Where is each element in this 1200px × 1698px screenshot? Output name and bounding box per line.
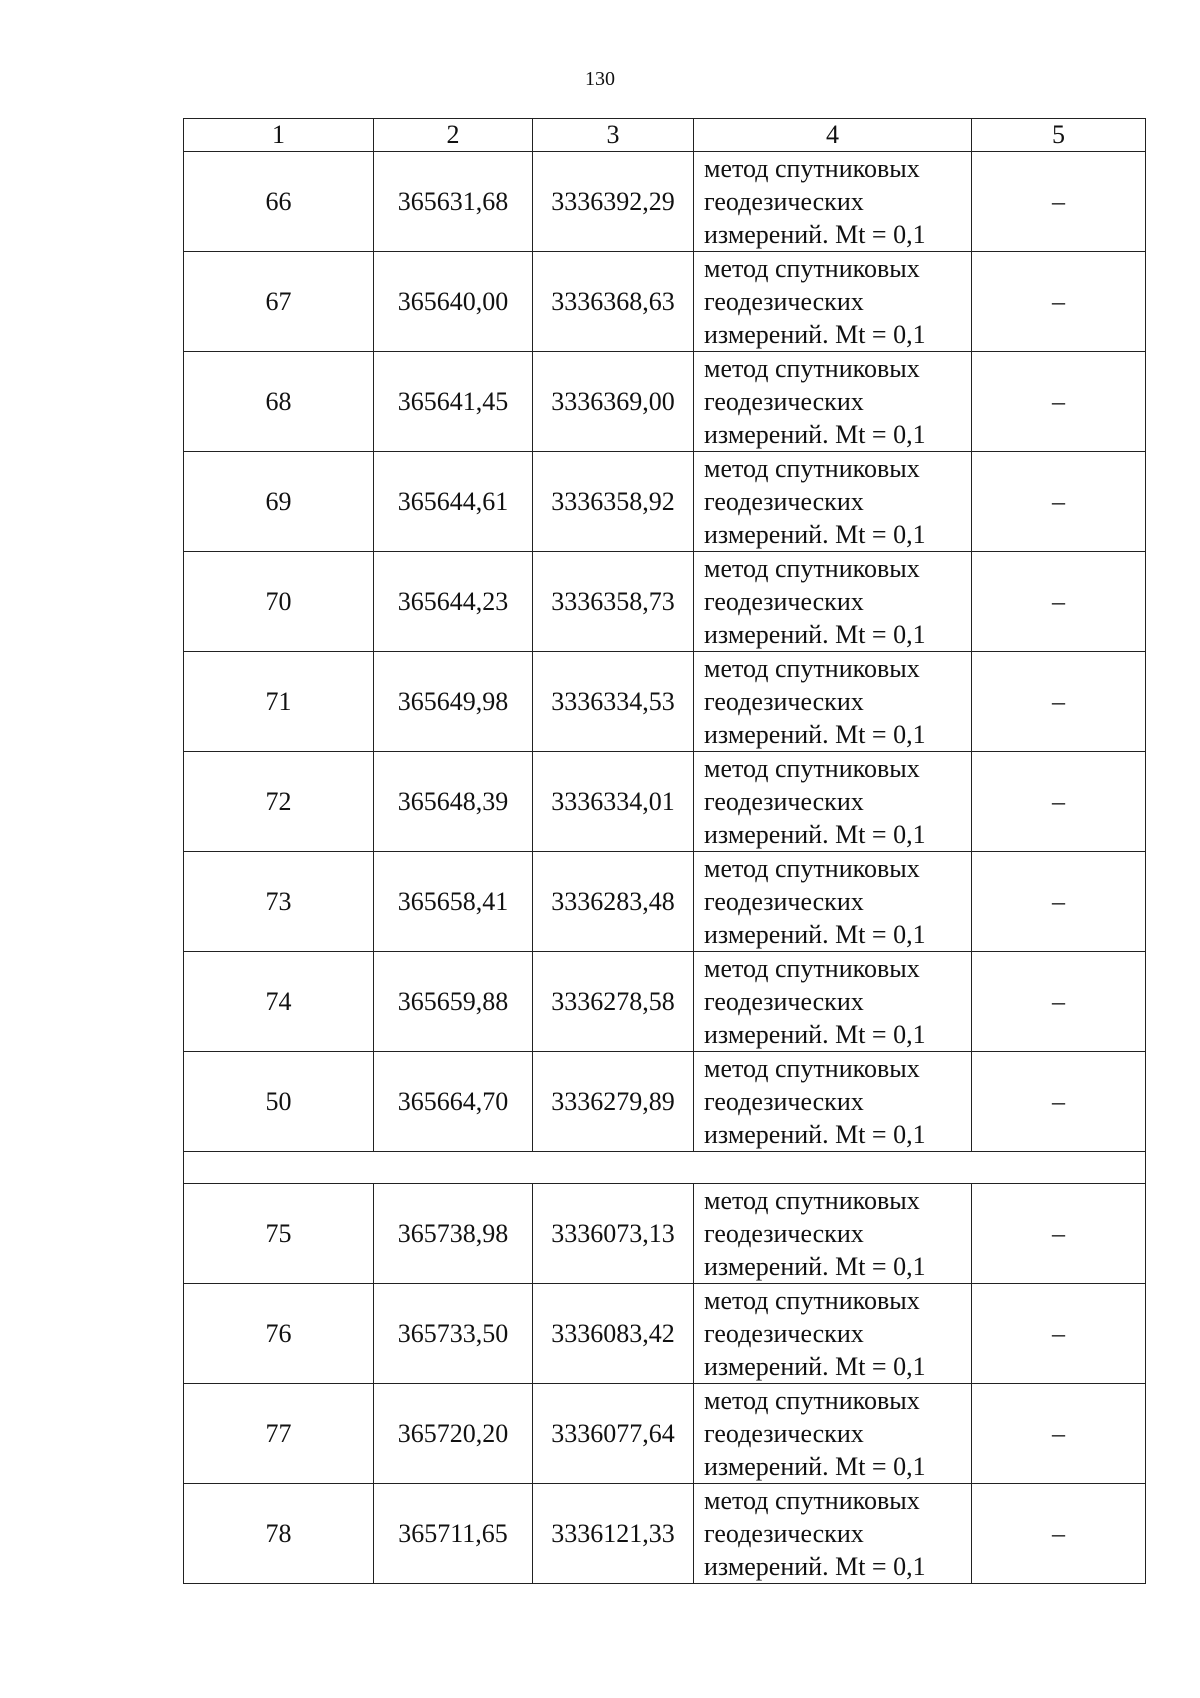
point-number-cell: 76	[184, 1284, 374, 1384]
y-coordinate-cell: 3336077,64	[533, 1384, 694, 1484]
table-row	[184, 352, 1146, 452]
method-line: геодезических	[704, 587, 864, 616]
column5-cell: –	[972, 852, 1146, 952]
method-line: геодезических	[704, 187, 864, 216]
method-line: метод спутниковых	[704, 1054, 920, 1083]
x-coordinate-cell: 365720,20	[374, 1384, 533, 1484]
method-line: метод спутниковых	[704, 254, 920, 283]
x-coordinate-cell: 365658,41	[374, 852, 533, 952]
method-line: измерений. Mt = 0,1	[704, 1352, 926, 1381]
method-cell	[694, 752, 972, 852]
method-cell	[694, 452, 972, 552]
header-cell: 1	[184, 119, 374, 152]
point-number-cell: 74	[184, 952, 374, 1052]
column5-cell: –	[972, 252, 1146, 352]
method-cell	[694, 1484, 972, 1584]
table-row	[184, 952, 1146, 1052]
method-line: геодезических	[704, 787, 864, 816]
x-coordinate-cell: 365733,50	[374, 1284, 533, 1384]
method-line: метод спутниковых	[704, 654, 920, 683]
point-number-cell: 75	[184, 1184, 374, 1284]
method-cell	[694, 1284, 972, 1384]
table-row	[184, 452, 1146, 552]
point-number-cell: 66	[184, 152, 374, 252]
method-line: измерений. Mt = 0,1	[704, 1552, 926, 1581]
method-line: геодезических	[704, 887, 864, 916]
method-line: метод спутниковых	[704, 454, 920, 483]
header-cell: 2	[374, 119, 533, 152]
y-coordinate-cell: 3336358,73	[533, 552, 694, 652]
method-line: геодезических	[704, 1319, 864, 1348]
method-line: измерений. Mt = 0,1	[704, 420, 926, 449]
method-line: геодезических	[704, 987, 864, 1016]
method-cell	[694, 352, 972, 452]
x-coordinate-cell: 365711,65	[374, 1484, 533, 1584]
x-coordinate-cell: 365738,98	[374, 1184, 533, 1284]
y-coordinate-cell: 3336283,48	[533, 852, 694, 952]
method-line: метод спутниковых	[704, 554, 920, 583]
coordinates-table	[183, 118, 1146, 1584]
column5-cell: –	[972, 552, 1146, 652]
x-coordinate-cell: 365644,23	[374, 552, 533, 652]
group1-rows	[184, 152, 1146, 1152]
method-line: измерений. Mt = 0,1	[704, 620, 926, 649]
column5-cell: –	[972, 152, 1146, 252]
x-coordinate-cell: 365659,88	[374, 952, 533, 1052]
y-coordinate-cell: 3336334,01	[533, 752, 694, 852]
column5-cell: –	[972, 1284, 1146, 1384]
table-row	[184, 1184, 1146, 1284]
header-cell: 4	[694, 119, 972, 152]
y-coordinate-cell: 3336083,42	[533, 1284, 694, 1384]
method-cell	[694, 252, 972, 352]
column5-cell: –	[972, 352, 1146, 452]
y-coordinate-cell: 3336368,63	[533, 252, 694, 352]
point-number-cell: 72	[184, 752, 374, 852]
table-row	[184, 152, 1146, 252]
method-line: геодезических	[704, 287, 864, 316]
separator-row	[184, 1152, 1146, 1184]
y-coordinate-cell: 3336392,29	[533, 152, 694, 252]
method-cell	[694, 1184, 972, 1284]
x-coordinate-cell: 365641,45	[374, 352, 533, 452]
point-number-cell: 73	[184, 852, 374, 952]
x-coordinate-cell: 365631,68	[374, 152, 533, 252]
method-line: геодезических	[704, 387, 864, 416]
y-coordinate-cell: 3336279,89	[533, 1052, 694, 1152]
method-cell	[694, 952, 972, 1052]
method-line: геодезических	[704, 1419, 864, 1448]
column5-cell: –	[972, 952, 1146, 1052]
method-line: геодезических	[704, 1519, 864, 1548]
x-coordinate-cell: 365664,70	[374, 1052, 533, 1152]
column5-cell: –	[972, 652, 1146, 752]
point-number-cell: 69	[184, 452, 374, 552]
method-cell	[694, 152, 972, 252]
method-line: метод спутниковых	[704, 1486, 920, 1515]
y-coordinate-cell: 3336278,58	[533, 952, 694, 1052]
point-number-cell: 50	[184, 1052, 374, 1152]
table-row	[184, 1384, 1146, 1484]
table-row	[184, 552, 1146, 652]
header-cell: 5	[972, 119, 1146, 152]
header-cell: 3	[533, 119, 694, 152]
x-coordinate-cell: 365649,98	[374, 652, 533, 752]
x-coordinate-cell: 365640,00	[374, 252, 533, 352]
y-coordinate-cell: 3336369,00	[533, 352, 694, 452]
method-line: измерений. Mt = 0,1	[704, 720, 926, 749]
method-line: метод спутниковых	[704, 754, 920, 783]
column5-cell: –	[972, 1052, 1146, 1152]
method-line: измерений. Mt = 0,1	[704, 520, 926, 549]
x-coordinate-cell: 365648,39	[374, 752, 533, 852]
column5-cell: –	[972, 452, 1146, 552]
method-line: геодезических	[704, 1087, 864, 1116]
method-line: измерений. Mt = 0,1	[704, 820, 926, 849]
y-coordinate-cell: 3336073,13	[533, 1184, 694, 1284]
method-line: геодезических	[704, 487, 864, 516]
method-cell	[694, 1384, 972, 1484]
x-coordinate-cell: 365644,61	[374, 452, 533, 552]
method-line: метод спутниковых	[704, 1186, 920, 1215]
method-cell	[694, 1052, 972, 1152]
y-coordinate-cell: 3336358,92	[533, 452, 694, 552]
point-number-cell: 78	[184, 1484, 374, 1584]
y-coordinate-cell: 3336334,53	[533, 652, 694, 752]
method-line: измерений. Mt = 0,1	[704, 1452, 926, 1481]
method-line: измерений. Mt = 0,1	[704, 1120, 926, 1149]
table-row	[184, 1284, 1146, 1384]
y-coordinate-cell: 3336121,33	[533, 1484, 694, 1584]
point-number-cell: 67	[184, 252, 374, 352]
table-row	[184, 652, 1146, 752]
point-number-cell: 77	[184, 1384, 374, 1484]
group2-rows	[184, 1184, 1146, 1584]
method-cell	[694, 552, 972, 652]
method-line: метод спутниковых	[704, 954, 920, 983]
point-number-cell: 71	[184, 652, 374, 752]
method-cell	[694, 652, 972, 752]
table-row	[184, 852, 1146, 952]
separator-cell	[184, 1152, 1146, 1184]
method-line: измерений. Mt = 0,1	[704, 1252, 926, 1281]
column5-cell: –	[972, 1384, 1146, 1484]
method-line: метод спутниковых	[704, 154, 920, 183]
method-line: геодезических	[704, 1219, 864, 1248]
column5-cell: –	[972, 1484, 1146, 1584]
table-row	[184, 252, 1146, 352]
point-number-cell: 70	[184, 552, 374, 652]
method-line: метод спутниковых	[704, 1386, 920, 1415]
method-line: геодезических	[704, 687, 864, 716]
method-line: измерений. Mt = 0,1	[704, 920, 926, 949]
page-number: 130	[585, 68, 615, 90]
method-line: метод спутниковых	[704, 354, 920, 383]
method-line: метод спутниковых	[704, 854, 920, 883]
header-row	[184, 119, 1146, 152]
point-number-cell: 68	[184, 352, 374, 452]
method-line: метод спутниковых	[704, 1286, 920, 1315]
column5-cell: –	[972, 752, 1146, 852]
table-row	[184, 1052, 1146, 1152]
method-line: измерений. Mt = 0,1	[704, 320, 926, 349]
table-row	[184, 1484, 1146, 1584]
table-row	[184, 752, 1146, 852]
method-line: измерений. Mt = 0,1	[704, 220, 926, 249]
method-cell	[694, 852, 972, 952]
column5-cell: –	[972, 1184, 1146, 1284]
method-line: измерений. Mt = 0,1	[704, 1020, 926, 1049]
